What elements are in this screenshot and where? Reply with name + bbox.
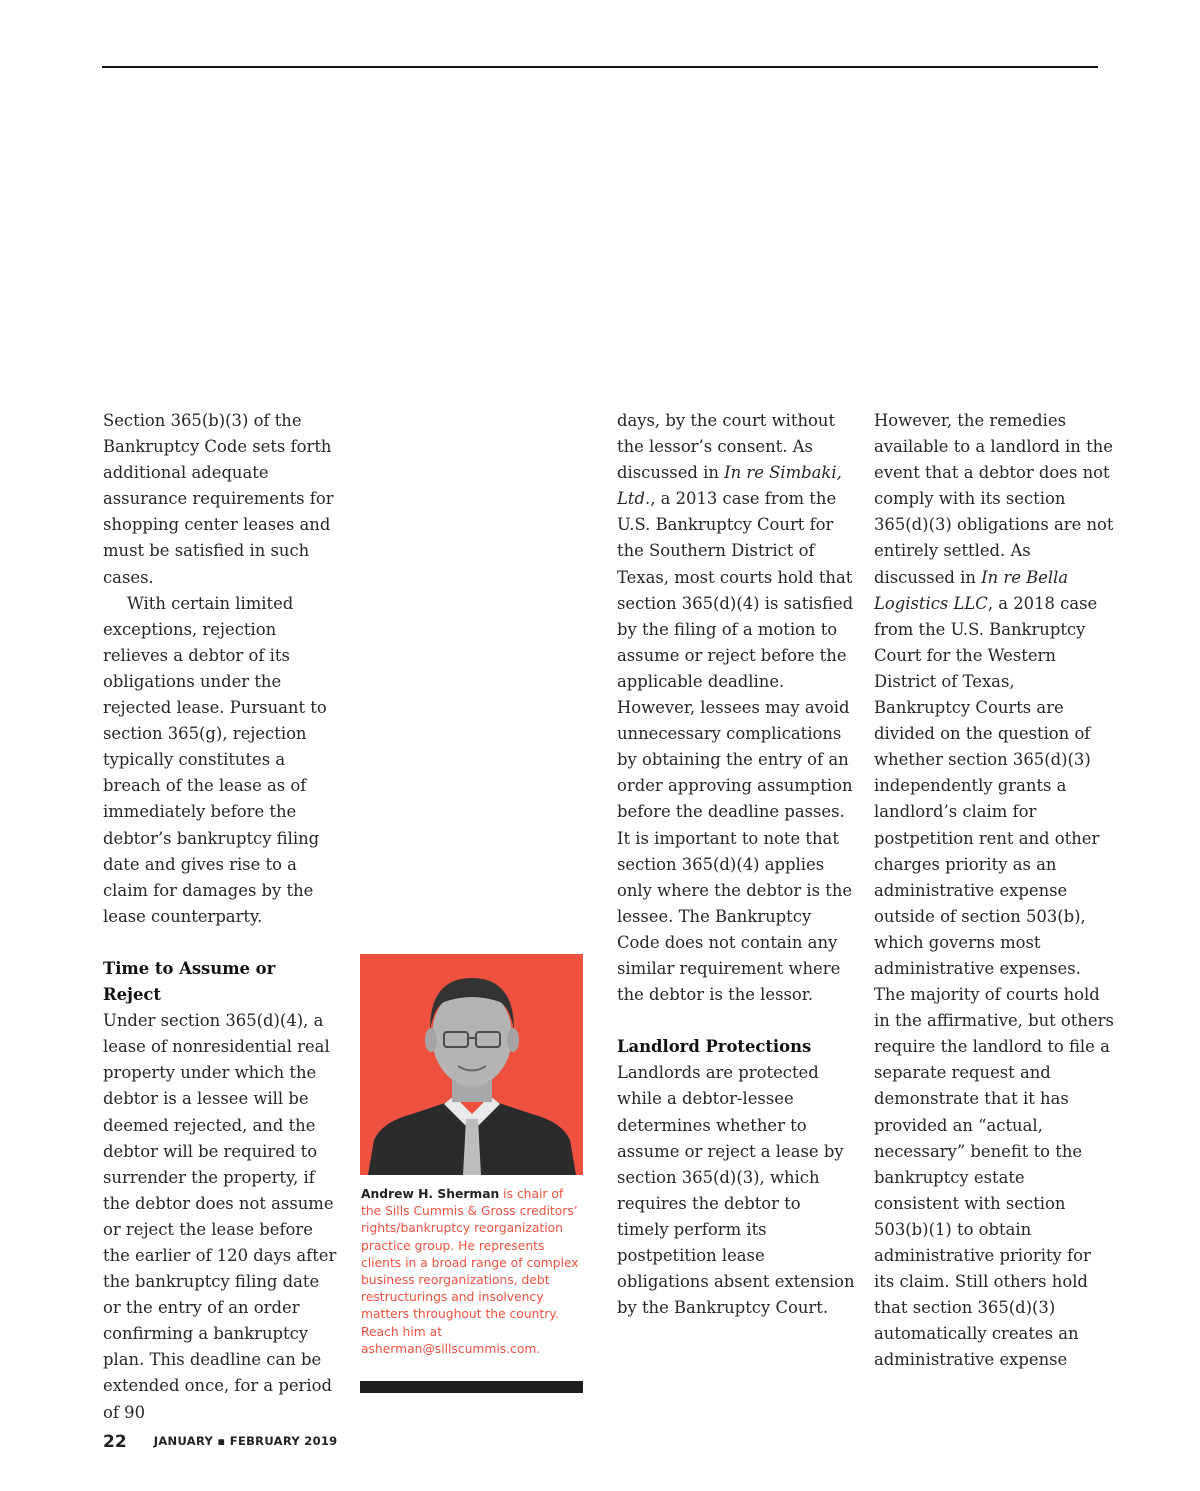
- case-name: In re Simbaki, Ltd.: [617, 463, 842, 509]
- article-column-4: [874, 408, 1114, 1373]
- paragraph: Under section 365(d)(4), a lease of nonresidential real property under which the debtor is a lessee will be deemed rejected, and the debtor will be required to surrender the property, if the debtor does not assume or reject the lease before the earlier of 120 days after the bankruptcy filing date or the entry of an order confirming a bankruptcy plan. This deadline can be extended once, for a period of 90: [103, 1011, 337, 1422]
- author-bio: is chair of the Sills Cummis & Gross creditors’ rights/bankruptcy reorganization practice group. He represents clients in a broad range of complex business reorganizations, debt restructurings and insolvency matters throughout the country. Reach him at asherman@sillscummis.com.: [361, 1187, 579, 1356]
- paragraph: Section 365(b)(3) of the Bankruptcy Code sets forth additional adequate assurance requirements for shopping center leases and must be satisfied in such cases.: [103, 411, 334, 587]
- caption-bar: [360, 1381, 583, 1393]
- author-name: Andrew H. Sherman: [361, 1187, 500, 1201]
- paragraph: [874, 408, 1114, 1373]
- text-run: , a 2013 case from the U.S. Bankruptcy Court for the Southern District of Texas, most courts hold that section 365(d)(4) is satisfied by the filing of a motion to assume or reject before the applicable deadline. However, lessees may avoid unnecessary complications by obtaining the entry of an order approving assumption before the deadline passes. It is important to note that section 365(d)(4) applies only where the debtor is the lessee. The Bankruptcy Code does not contain any similar requirement where the debtor is the lessor.: [617, 489, 854, 1005]
- paragraph: With certain limited exceptions, rejection relieves a debtor of its obligations under the rejected lease. Pursuant to section 365(g), rejection typically constitutes a breach of the lease as of immediately before the debtor’s bankruptcy filing date and gives rise to a claim for damages by the lease counterparty.: [103, 593, 327, 926]
- author-photo: [360, 954, 583, 1175]
- text-run: However, the remedies available to a landlord in the event that a debtor does not comply with its section 365(d)(3) obligations are not entirely settled. As discussed in: [874, 411, 1114, 587]
- case-name: In re Bella Logistics LLC: [874, 567, 1069, 613]
- top-rule: [102, 66, 1098, 68]
- paragraph: Landlords are protected while a debtor-lessee determines whether to assume or reject a lease by section 365(d)(3), which requires the debtor to timely perform its postpetition lease obligations absent extension by the Bankruptcy Court.: [617, 1063, 855, 1318]
- section-heading: Landlord Protections: [617, 1037, 812, 1057]
- issue-date: JANUARY ▪ FEBRUARY 2019: [153, 1434, 338, 1448]
- text-run: days, by the court without the lessor’s consent. As discussed in: [617, 411, 836, 483]
- article-column-1: [103, 408, 338, 1426]
- article-column-3: [617, 408, 857, 1321]
- section-heading: Time to Assume or Reject: [103, 958, 276, 1005]
- author-caption: [361, 1186, 583, 1358]
- page-number: 22: [103, 1432, 127, 1452]
- portrait-illustration: [360, 954, 583, 1175]
- text-run: , a 2018 case from the U.S. Bankruptcy Court for the Western District of Texas, Bankruptcy Courts are divided on the question of whether section 365(d)(3) independently grants a landlord’s claim for postpetition rent and other charges priority as an administrative expense outside of section 503(b), which governs most administrative expenses. The majority of courts hold in the affirmative, but others require the landlord to file a separate request and demonstrate that it has provided an “actual, necessary” benefit to the bankruptcy estate consistent with section 503(b)(1) to obtain administrative priority for its claim. Still others hold that section 365(d)(3) automatically creates an administrative expense: [874, 593, 1114, 1370]
- paragraph: [617, 408, 857, 1008]
- page-footer: [103, 1432, 338, 1452]
